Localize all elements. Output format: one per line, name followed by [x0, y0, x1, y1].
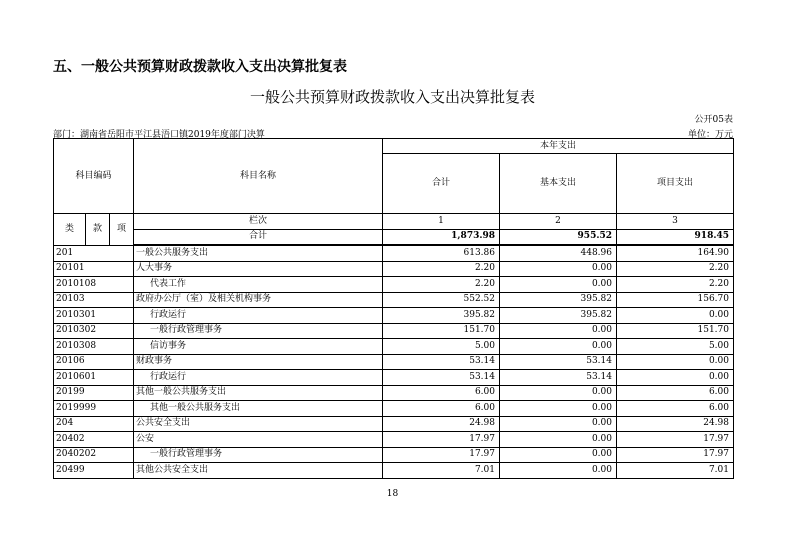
header-code: 科目编码 [54, 139, 134, 214]
row-project: 2.20 [617, 277, 734, 293]
row-code: 2010601 [54, 370, 134, 386]
row-total: 2.20 [383, 261, 500, 277]
row-total: 151.70 [383, 323, 500, 339]
row-name: 信访事务 [134, 339, 383, 355]
header-lei: 类 [54, 214, 86, 246]
row-project: 0.00 [617, 370, 734, 386]
row-project: 6.00 [617, 401, 734, 417]
row-code: 204 [54, 416, 134, 432]
row-total: 613.86 [383, 245, 500, 261]
table-row [54, 308, 734, 324]
row-code: 20106 [54, 354, 134, 370]
row-basic: 0.00 [500, 323, 617, 339]
table-row [54, 401, 734, 417]
sum-project: 918.45 [617, 229, 734, 245]
table-row [54, 292, 734, 308]
row-total: 6.00 [383, 385, 500, 401]
row-basic: 0.00 [500, 277, 617, 293]
table-row [54, 339, 734, 355]
row-name: 一般行政管理事务 [134, 323, 383, 339]
row-basic: 0.00 [500, 385, 617, 401]
row-total: 5.00 [383, 339, 500, 355]
row-name: 政府办公厅（室）及相关机构事务 [134, 292, 383, 308]
unit-label: 单位：万元 [687, 130, 733, 140]
row-name: 一般行政管理事务 [134, 447, 383, 463]
table-row [54, 261, 734, 277]
row-project: 24.98 [617, 416, 734, 432]
col-index-3: 3 [617, 214, 734, 230]
table-row [54, 385, 734, 401]
row-project: 5.00 [617, 339, 734, 355]
row-basic: 448.96 [500, 245, 617, 261]
table-title: 一般公共预算财政拨款收入支出决算批复表 [249, 88, 535, 106]
row-basic: 53.14 [500, 354, 617, 370]
row-total: 552.52 [383, 292, 500, 308]
row-code: 20101 [54, 261, 134, 277]
row-name: 公安 [134, 432, 383, 448]
row-basic: 395.82 [500, 292, 617, 308]
row-code: 20499 [54, 463, 134, 479]
table-row [54, 463, 734, 479]
table-row [54, 245, 734, 261]
row-project: 7.01 [617, 463, 734, 479]
row-code: 2010302 [54, 323, 134, 339]
row-project: 156.70 [617, 292, 734, 308]
department-label: 部门：湖南省岳阳市平江县浯口镇2019年度部门决算 [53, 130, 265, 140]
row-basic: 0.00 [500, 261, 617, 277]
row-name: 财政事务 [134, 354, 383, 370]
row-name: 代表工作 [134, 277, 383, 293]
col-index-2: 2 [500, 214, 617, 230]
row-basic: 0.00 [500, 416, 617, 432]
header-name: 科目名称 [134, 139, 383, 214]
row-name: 人大事务 [134, 261, 383, 277]
row-project: 0.00 [617, 308, 734, 324]
row-code: 2040202 [54, 447, 134, 463]
row-name: 公共安全支出 [134, 416, 383, 432]
row-code: 2010308 [54, 339, 134, 355]
row-name: 其他公共安全支出 [134, 463, 383, 479]
row-code: 20103 [54, 292, 134, 308]
sum-basic: 955.52 [500, 229, 617, 245]
row-project: 164.90 [617, 245, 734, 261]
row-basic: 0.00 [500, 463, 617, 479]
header-basic: 基本支出 [500, 154, 617, 214]
row-basic: 0.00 [500, 401, 617, 417]
col-index-1: 1 [383, 214, 500, 230]
table-row [54, 277, 734, 293]
page-number: 18 [386, 489, 399, 499]
header-total: 合计 [383, 154, 500, 214]
table-row [54, 354, 734, 370]
row-basic: 0.00 [500, 432, 617, 448]
row-name: 一般公共服务支出 [134, 245, 383, 261]
row-total: 17.97 [383, 432, 500, 448]
row-basic: 395.82 [500, 308, 617, 324]
table-row [54, 432, 734, 448]
row-project: 6.00 [617, 385, 734, 401]
row-basic: 0.00 [500, 447, 617, 463]
sum-label: 合计 [134, 229, 383, 245]
table-row [54, 416, 734, 432]
row-code: 20402 [54, 432, 134, 448]
row-project: 17.97 [617, 447, 734, 463]
row-total: 7.01 [383, 463, 500, 479]
row-total: 17.97 [383, 447, 500, 463]
header-year-expense: 本年支出 [383, 139, 734, 154]
header-kuan: 款 [86, 214, 110, 246]
row-total: 395.82 [383, 308, 500, 324]
row-total: 2.20 [383, 277, 500, 293]
row-basic: 53.14 [500, 370, 617, 386]
row-name: 行政运行 [134, 370, 383, 386]
table-row [54, 370, 734, 386]
row-total: 24.98 [383, 416, 500, 432]
row-project: 17.97 [617, 432, 734, 448]
table-row [54, 447, 734, 463]
row-code: 2010301 [54, 308, 134, 324]
row-name: 其他一般公共服务支出 [134, 401, 383, 417]
row-total: 53.14 [383, 354, 500, 370]
row-name: 行政运行 [134, 308, 383, 324]
row-basic: 0.00 [500, 339, 617, 355]
row-total: 53.14 [383, 370, 500, 386]
row-code: 2010108 [54, 277, 134, 293]
table-row [54, 323, 734, 339]
sum-total: 1,873.98 [383, 229, 500, 245]
row-project: 0.00 [617, 354, 734, 370]
row-code: 201 [54, 245, 134, 261]
header-project: 项目支出 [617, 154, 734, 214]
form-number: 公开05表 [694, 115, 733, 125]
row-project: 151.70 [617, 323, 734, 339]
sum-row [54, 229, 734, 245]
row-name: 其他一般公共服务支出 [134, 385, 383, 401]
header-lanci: 栏次 [134, 214, 383, 230]
section-heading: 五、一般公共预算财政拨款收入支出决算批复表 [53, 59, 347, 75]
row-total: 6.00 [383, 401, 500, 417]
row-code: 2019999 [54, 401, 134, 417]
budget-table [53, 138, 734, 479]
header-xiang: 项 [110, 214, 134, 246]
row-project: 2.20 [617, 261, 734, 277]
row-code: 20199 [54, 385, 134, 401]
